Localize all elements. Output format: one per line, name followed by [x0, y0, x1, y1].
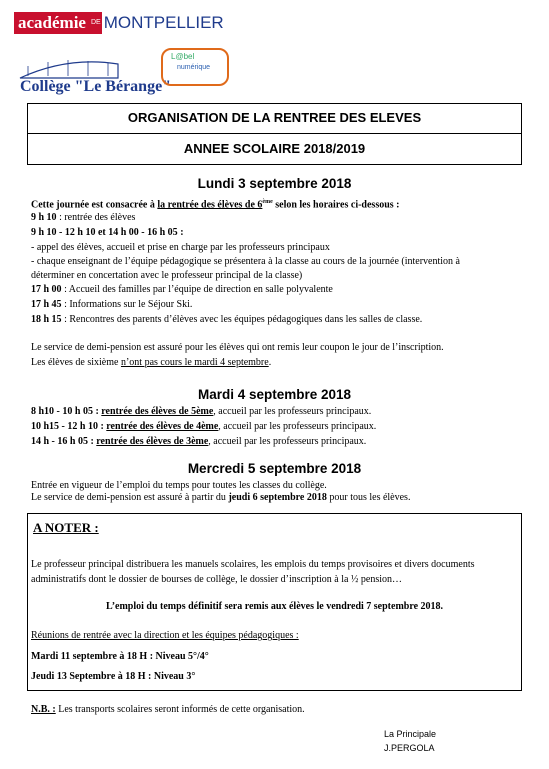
monday-heading: Lundi 3 septembre 2018	[197, 176, 352, 191]
title-divider	[28, 133, 521, 134]
monday-line-5: déterminer en concertation avec le professeur principal de la classe)	[31, 270, 303, 281]
monday-intro	[31, 196, 400, 211]
academie-logo	[14, 12, 224, 34]
demi-pension-note: Le service de demi-pension est assuré pour les élèves qui ont remis leur coupon le jour de l’inscription.	[31, 342, 444, 353]
label-logo-line2: numérique	[177, 64, 211, 71]
time-label: 10 h15 - 12 h 10 :	[31, 421, 107, 432]
wednesday-line-1: Entrée en vigueur de l’emploi du temps pour toutes les classes du collège.	[31, 480, 327, 491]
time-label: 14 h - 16 h 05 :	[31, 436, 97, 447]
nb-text: Les transports scolaires seront informés de cette organisation.	[55, 704, 305, 715]
time-label: 18 h 15	[31, 314, 62, 325]
academie-logo-city: MONTPELLIER	[103, 13, 224, 32]
tuesday-row-1	[31, 406, 371, 418]
reunions-heading: Réunions de rentrée avec la direction et les équipes pédagogiques :	[31, 630, 299, 641]
line-text: : Informations sur le Séjour Ski.	[61, 299, 193, 310]
sixieme-b: .	[268, 357, 272, 368]
sixieme-u: n’ont pas cours le mardi 4 septembre	[120, 357, 269, 368]
line-text: Le service de demi-pension est assuré à partir du	[31, 492, 229, 503]
title-box	[27, 103, 522, 165]
line-text: , accueil par les professeurs principaux.	[213, 406, 372, 417]
monday-intro-a: Cette journée est consacrée à	[31, 199, 158, 211]
monday-line-7	[31, 299, 192, 311]
time-label: 9 h 10 - 12 h 10 et 14 h 00 - 16 h 05	[31, 227, 178, 238]
line-text: : Accueil des familles par l’équipe de direction en salle polyvalente	[61, 284, 333, 295]
line-text: , accueil par les professeurs principaux.	[208, 436, 367, 447]
academie-logo-sep: DE	[90, 12, 102, 34]
label-numerique-logo	[161, 48, 229, 86]
college-name: Collège "Le Bérange"	[20, 78, 172, 95]
school-year: ANNEE SCOLAIRE 2018/2019	[183, 141, 366, 156]
tuesday-heading: Mardi 4 septembre 2018	[197, 387, 352, 402]
monday-line-1	[31, 212, 135, 224]
academie-logo-text: académie	[14, 12, 90, 34]
monday-line-8	[31, 314, 422, 326]
monday-line-6	[31, 284, 333, 296]
wednesday-heading: Mercredi 5 septembre 2018	[187, 461, 362, 476]
level-label: rentrée des élèves de 3ème	[96, 436, 209, 447]
monday-intro-u: la rentrée des élèves de 6	[157, 199, 263, 211]
reunion-mardi: Mardi 11 septembre à 18 H : Niveau 5°/4°	[31, 651, 209, 662]
time-label: 8 h10 - 10 h 05 :	[31, 406, 102, 417]
sixieme-a: Les élèves de sixième	[31, 357, 121, 368]
label-logo-line1: L@bel	[171, 52, 195, 61]
monday-intro-b: selon les horaires ci-dessous :	[272, 199, 400, 211]
a-noter-p2: administratifs dont le dossier de bourses de collège, le dossier d’inscription à la ½ pension…	[31, 574, 403, 585]
monday-intro-sup: ème	[262, 199, 273, 205]
wednesday-line-2	[31, 492, 410, 504]
sixieme-note	[31, 357, 271, 369]
nb-label: N.B. :	[31, 704, 56, 715]
line-text: : rentrée des élèves	[56, 212, 136, 223]
reunion-jeudi: Jeudi 13 Septembre à 18 H : Niveau 3°	[31, 671, 196, 682]
tuesday-row-2	[31, 421, 376, 433]
tuesday-row-3	[31, 436, 366, 448]
line-text: :	[177, 227, 184, 238]
monday-line-3: - appel des élèves, accueil et prise en charge par les professeurs principaux	[31, 242, 330, 253]
signature-role: La Principale	[384, 729, 437, 739]
emploi-du-temps-note: L’emploi du temps définitif sera remis aux élèves le vendredi 7 septembre 2018.	[105, 601, 444, 612]
monday-line-2	[31, 227, 184, 239]
nb-note	[31, 704, 305, 716]
signature-name: J.PERGOLA	[384, 743, 435, 753]
line-text: , accueil par les professeurs principaux.	[218, 421, 377, 432]
a-noter-p1: Le professeur principal distribuera les manuels scolaires, les emplois du temps provisoires et divers documents	[31, 559, 475, 570]
time-label: 9 h 10	[31, 212, 57, 223]
level-label: rentrée des élèves de 5ème	[101, 406, 214, 417]
page-title: ORGANISATION DE LA RENTREE DES ELEVES	[127, 110, 422, 125]
a-noter-heading: A NOTER :	[33, 520, 99, 535]
line-text: pour tous les élèves.	[326, 492, 411, 503]
monday-line-4: - chaque enseignant de l’équipe pédagogique se présentera à la classe au cours de la journée (intervention à	[31, 256, 460, 267]
line-text: : Rencontres des parents d’élèves avec les équipes pédagogiques dans les salles de classe.	[61, 314, 423, 325]
date-bold: jeudi 6 septembre 2018	[228, 492, 327, 503]
level-label: rentrée des élèves de 4ème	[106, 421, 219, 432]
time-label: 17 h 00	[31, 284, 62, 295]
time-label: 17 h 45	[31, 299, 62, 310]
